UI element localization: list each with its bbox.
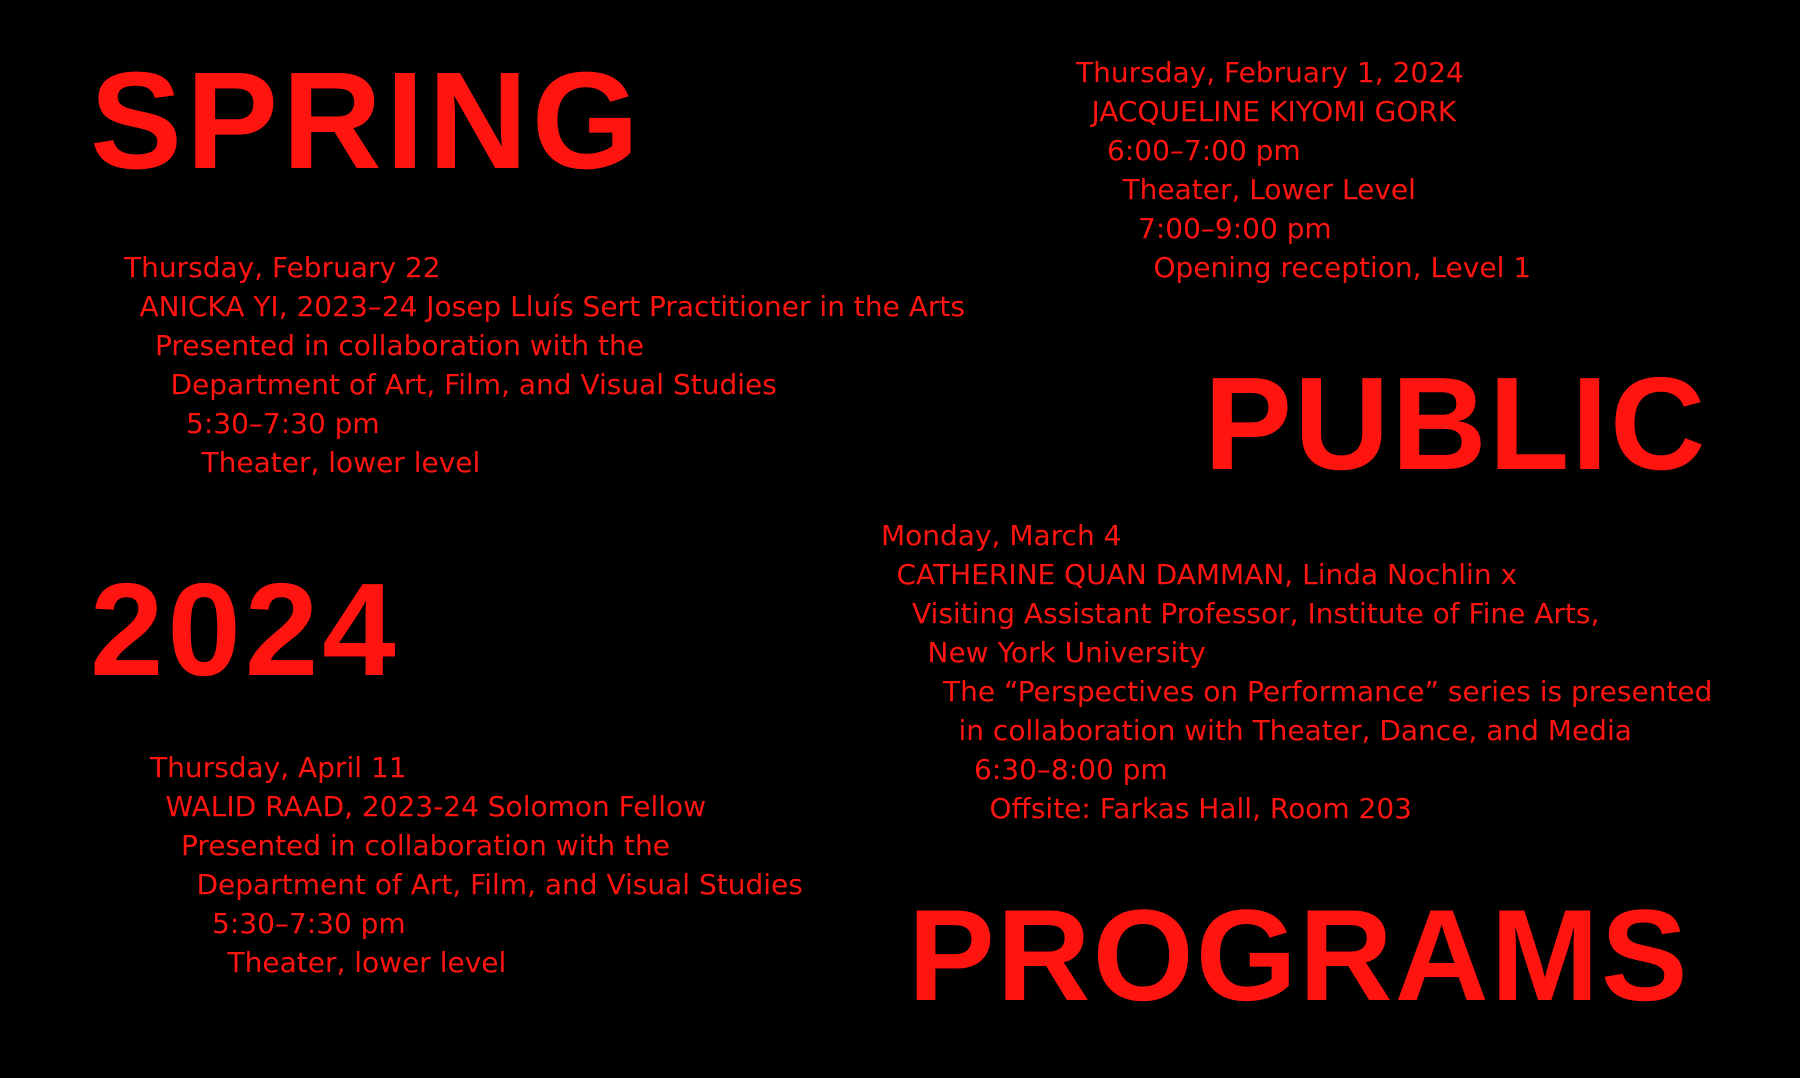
event-time: 7:00–9:00 pm: [1138, 212, 1332, 245]
event-speaker-title: New York University: [927, 636, 1206, 669]
event-time: 6:00–7:00 pm: [1107, 134, 1301, 167]
event-note: Department of Art, Film, and Visual Studies: [170, 368, 777, 401]
headline-public: PUBLIC: [1204, 350, 1708, 497]
headline-spring: SPRING: [90, 44, 644, 198]
event-note: The “Perspectives on Performance” series is presented: [943, 675, 1713, 708]
headline-programs: PROGRAMS: [908, 882, 1690, 1028]
event-listing-apr-11: [150, 748, 803, 982]
event-listing-feb-1: [1076, 53, 1531, 287]
event-note: Presented in collaboration with the: [155, 329, 644, 362]
event-note: in collaboration with Theater, Dance, and Media: [958, 714, 1632, 747]
event-speaker: CATHERINE QUAN DAMMAN, Linda Nochlin x: [896, 558, 1518, 591]
event-location: Theater, lower level: [201, 446, 481, 479]
event-speaker: WALID RAAD, 2023-24 Solomon Fellow: [165, 790, 707, 823]
event-time: 5:30–7:30 pm: [212, 907, 406, 940]
event-speaker-title: Visiting Assistant Professor, Institute of Fine Arts,: [912, 597, 1600, 630]
event-listing-feb-22: [124, 248, 965, 482]
event-note: Presented in collaboration with the: [181, 829, 670, 862]
event-location: Opening reception, Level 1: [1153, 251, 1532, 284]
event-listing-mar-4: [881, 516, 1712, 828]
event-date: Thursday, April 11: [150, 751, 407, 784]
event-speaker: ANICKA YI, 2023–24 Josep Lluís Sert Practitioner in the Arts: [139, 290, 965, 323]
event-date: Monday, March 4: [881, 519, 1122, 552]
headline-year: 2024: [90, 556, 400, 703]
event-time: 6:30–8:00 pm: [974, 753, 1168, 786]
event-speaker: JACQUELINE KIYOMI GORK: [1091, 95, 1457, 128]
event-time: 5:30–7:30 pm: [186, 407, 380, 440]
event-location: Theater, lower level: [227, 946, 507, 979]
event-location: Theater, Lower Level: [1122, 173, 1416, 206]
event-location: Offsite: Farkas Hall, Room 203: [989, 792, 1412, 825]
event-date: Thursday, February 1, 2024: [1076, 56, 1464, 89]
event-date: Thursday, February 22: [124, 251, 441, 284]
event-note: Department of Art, Film, and Visual Studies: [196, 868, 803, 901]
